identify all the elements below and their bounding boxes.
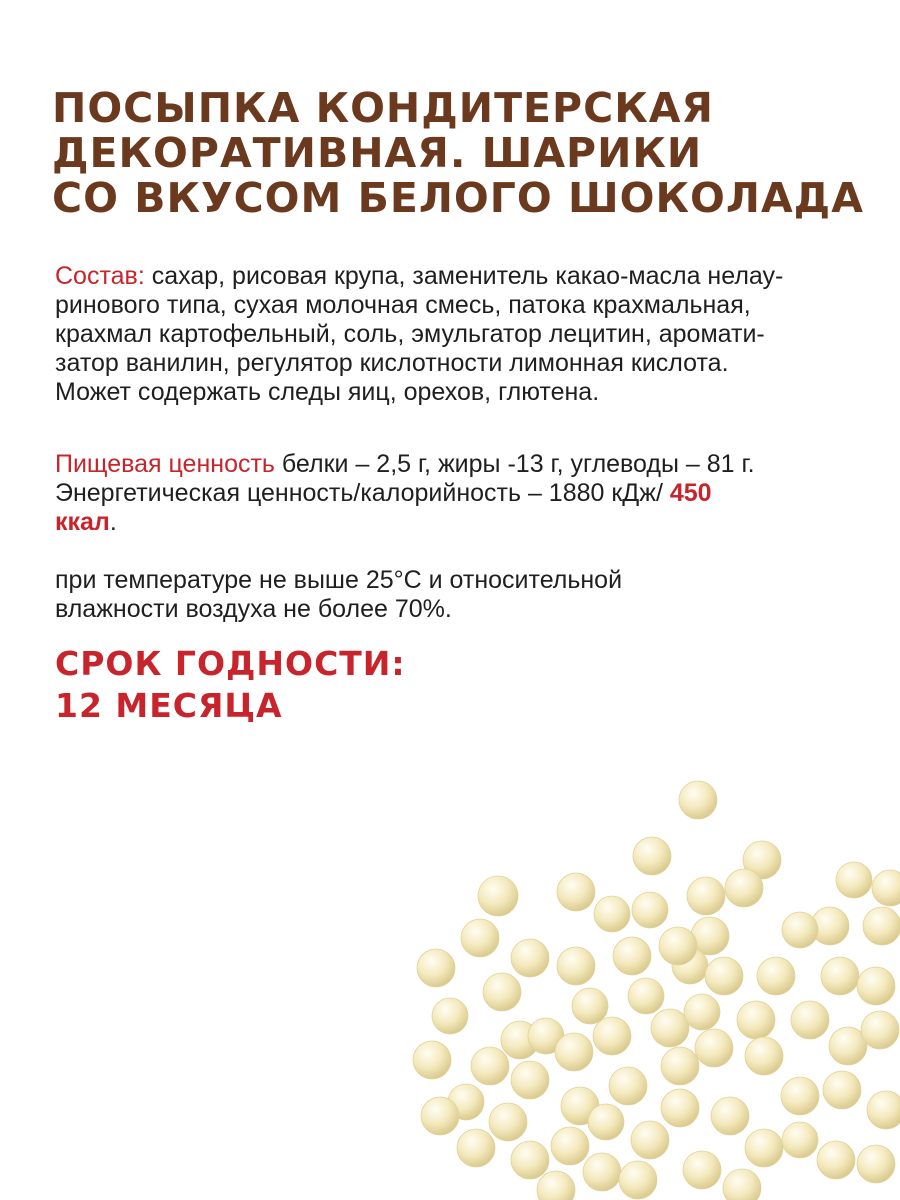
bead [593,1017,631,1055]
shelf-life-label: СРОК ГОДНОСТИ: [55,644,406,683]
bead [836,862,872,898]
bead [511,1061,549,1099]
bead [432,998,468,1034]
bead [633,837,671,875]
bead [632,892,668,928]
kcal-line [55,508,855,537]
bead [867,1091,900,1129]
bead [791,1001,829,1039]
composition-line-first [55,262,855,291]
kcal-end: . [109,508,117,536]
bead [872,870,900,906]
bead [628,978,664,1014]
bead [421,1097,459,1135]
bead [551,1127,589,1165]
bead [619,1161,657,1199]
bead [782,912,818,948]
bead [557,947,595,985]
composition-line: ринового типа, сухая молочная смесь, патока крахмальная, [55,291,751,319]
title-line: ПОСЫПКА КОНДИТЕРСКАЯ [52,84,715,132]
bead [583,1153,621,1191]
composition-line: крахмал картофельный, соль, эмульгатор лецитин, аромати- [55,320,765,348]
bead [413,1041,451,1079]
bead [555,1033,593,1071]
bead [817,1141,855,1179]
title-line: СО ВКУСОМ БЕЛОГО ШОКОЛАДА [52,174,864,222]
bead [757,957,795,995]
storage-conditions [55,566,855,624]
kcal-unit: ккал [55,508,110,536]
bead [861,1011,899,1049]
bead [683,1151,721,1189]
bead [661,1089,699,1127]
bead [588,1104,624,1140]
bead [417,949,455,987]
bead [659,927,697,965]
product-title [52,86,872,221]
bead [823,1071,861,1109]
bead [483,973,521,1011]
bead [457,1129,495,1167]
bead [725,869,763,907]
bead [745,1129,783,1167]
composition-text [55,262,855,407]
bead [821,957,859,995]
bead [489,1103,527,1141]
bead [857,1145,895,1183]
energy-line [55,479,855,508]
kcal-number: 450 [669,479,712,507]
bead [478,876,518,916]
bead [461,919,499,957]
bead-group [413,781,900,1200]
composition-line: затор ванилин, регулятор кислотности лимонная кислота. [55,349,729,377]
bead [687,877,725,915]
bead [471,1047,509,1085]
composition-label: Состав: [55,262,145,290]
bead [557,873,595,911]
bead [511,939,549,977]
bead [572,988,608,1024]
nutrition-label: Пищевая ценность [55,450,275,478]
bead [723,1169,761,1200]
bead [863,907,900,945]
bead [537,1171,575,1200]
bead [695,1029,733,1067]
bead [745,1037,783,1075]
bead [661,1047,699,1085]
storage-line: при температуре не выше 25°C и относительной [55,566,623,594]
bead [609,1067,647,1105]
bead [781,1077,819,1115]
shelf-life-value: 12 МЕСЯЦА [55,686,283,725]
nutrition-text [55,450,855,537]
title-line: ДЕКОРАТИВНАЯ. ШАРИКИ [52,129,703,177]
bead [711,1097,749,1135]
nutrition-line-first [55,450,855,479]
bead [651,1009,689,1047]
bead [594,896,630,932]
bead [737,1001,775,1039]
composition-line: сахар, рисовая крупа, заменитель какао-масла нелау- [144,262,784,290]
bead [705,957,743,995]
storage-line: влажности воздуха не более 70%. [55,595,452,623]
bead [782,1122,818,1158]
bead [684,994,720,1030]
energy-text: Энергетическая ценность/калорийность – 1880 кДж/ [55,479,670,507]
bead [631,1121,669,1159]
white-chocolate-beads-image [380,760,900,1200]
shelf-life [55,643,406,727]
bead [679,781,717,819]
composition-line: Может содержать следы яиц, орехов, глютена. [55,378,600,406]
bead [857,967,895,1005]
bead [511,1141,549,1179]
bead [613,937,651,975]
nutrition-values: белки – 2,5 г, жиры -13 г, углеводы – 81 г. [274,450,755,478]
